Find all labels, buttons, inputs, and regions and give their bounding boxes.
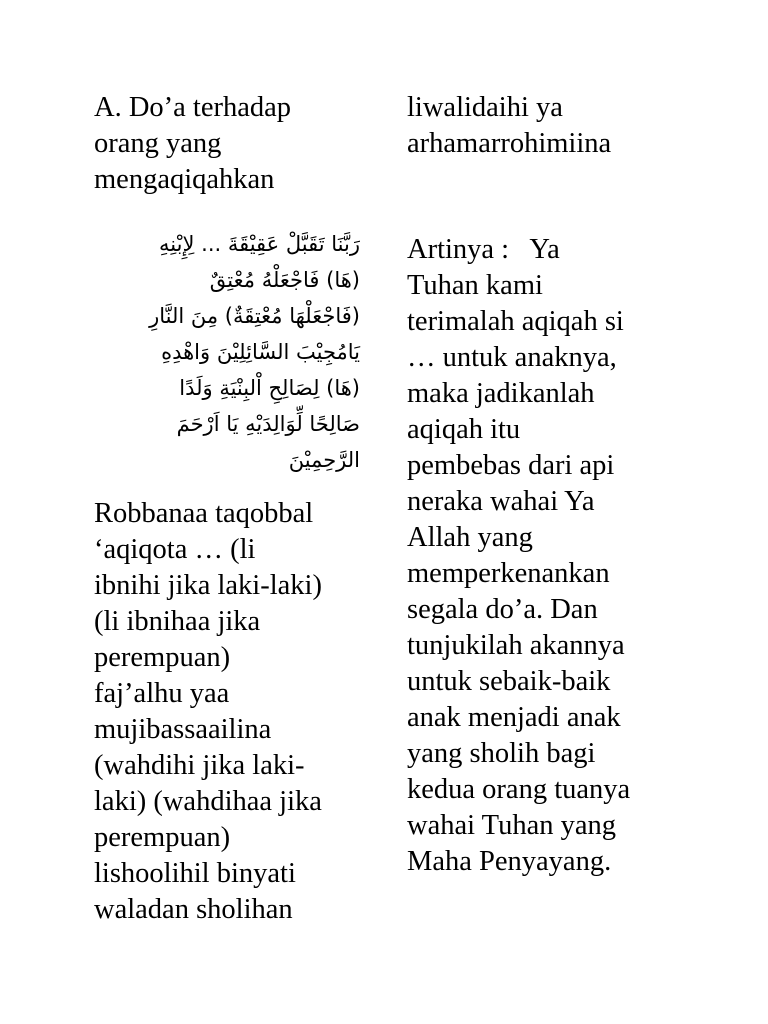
transliteration-line: mujibassaailina xyxy=(94,714,272,745)
translation-line: Maha Penyayang. xyxy=(407,846,612,877)
translation-line: anak menjadi anak xyxy=(407,702,621,733)
transliteration-line: (li ibnihaa jika xyxy=(94,606,261,637)
heading-line: mengaqiqahkan xyxy=(94,164,275,195)
arabic-prayer-text xyxy=(94,226,360,478)
arabic-line: رَبَّنَا تَقَبَّلْ عَقِيْقَةَ ... لِإِبْنِهِ xyxy=(159,232,360,256)
translation-line: aqiqah itu xyxy=(407,414,521,445)
arabic-line: يَامُجِيْبَ السَّائِلِيْنَ وَاهْدِهِ xyxy=(161,340,360,364)
translation-line: … untuk anaknya, xyxy=(407,342,617,373)
section-heading xyxy=(94,90,376,198)
translation-line: neraka wahai Ya xyxy=(407,486,595,517)
translation-line: Artinya : Ya xyxy=(407,234,560,265)
transliteration-line: ibnihi jika laki-laki) xyxy=(94,570,322,601)
continuation-line: liwalidaihi ya xyxy=(407,92,563,123)
arabic-line: (فَاجْعَلْهَا مُعْتِقَةٌ) مِنَ النَّارِ xyxy=(149,304,360,328)
translation-line: yang sholih bagi xyxy=(407,738,596,769)
heading-line: A. Do’a terhadap xyxy=(94,92,292,123)
left-column xyxy=(94,90,376,928)
arabic-line: الرَّحِمِيْنَ xyxy=(288,448,360,472)
arabic-line: صَالِحًا لِّوَالِدَيْهِ يَا اَرْحَمَ xyxy=(176,412,360,436)
right-column xyxy=(407,90,697,880)
heading-line: orang yang xyxy=(94,128,222,159)
translation-text xyxy=(407,232,697,880)
transliteration-line: (wahdihi jika laki- xyxy=(94,750,305,781)
continuation-line: arhamarrohimiina xyxy=(407,128,612,159)
transliteration-text xyxy=(94,496,376,928)
transliteration-line: Robbanaa taqobbal xyxy=(94,498,314,529)
transliteration-line: faj’alhu yaa xyxy=(94,678,230,709)
transliteration-line: perempuan) xyxy=(94,642,231,673)
translation-line: maka jadikanlah xyxy=(407,378,595,409)
transliteration-line: laki) (wahdihaa jika xyxy=(94,786,322,817)
translation-line: kedua orang tuanya xyxy=(407,774,631,805)
translation-line: pembebas dari api xyxy=(407,450,615,481)
transliteration-continuation xyxy=(407,90,697,162)
arabic-line: (هَا) لِصَالِحِ اْلبِنْيَةِ وَلَدًا xyxy=(179,376,360,400)
translation-line: wahai Tuhan yang xyxy=(407,810,616,841)
transliteration-line: lishoolihil binyati xyxy=(94,858,296,889)
transliteration-line: perempuan) xyxy=(94,822,231,853)
translation-line: Tuhan kami xyxy=(407,270,543,301)
translation-line: terimalah aqiqah si xyxy=(407,306,624,337)
transliteration-line: ‘aqiqota … (li xyxy=(94,534,256,565)
transliteration-line: waladan sholihan xyxy=(94,894,293,925)
translation-line: Allah yang xyxy=(407,522,533,553)
translation-line: tunjukilah akannya xyxy=(407,630,625,661)
arabic-line: (هَا) فَاجْعَلْهُ مُعْتِقٌ xyxy=(209,268,360,292)
translation-line: memperkenankan xyxy=(407,558,610,589)
translation-line: segala do’a. Dan xyxy=(407,594,598,625)
translation-line: untuk sebaik-baik xyxy=(407,666,611,697)
